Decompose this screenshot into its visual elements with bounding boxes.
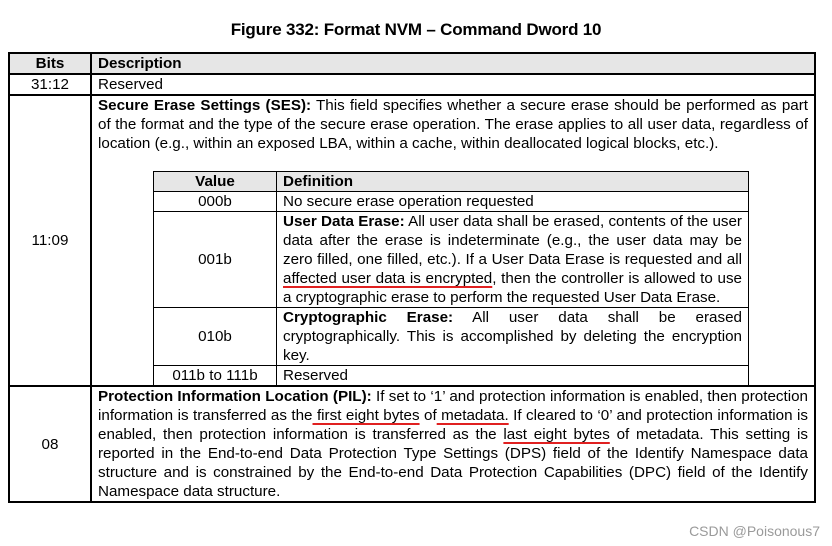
bits-cell: 08 [9,386,91,502]
value-cell: 010b [154,308,277,366]
table-row [9,386,815,502]
red-underline-annotation: first eight bytes [312,407,420,424]
table-header-row [9,53,815,74]
definition-cell [277,212,749,308]
header-description: Description [91,53,815,74]
value-cell: 001b [154,212,277,308]
definition-cell: No secure erase operation requested [277,192,749,212]
subtable-header-row [154,172,749,192]
term: User Data Erase: [283,213,405,230]
bits-cell: 31:12 [9,74,91,95]
red-underline-annotation: last eight bytes [503,426,610,443]
term: Cryptographic Erase: [283,309,454,326]
field-name: Protection Information Location (PIL): [98,388,372,405]
description-cell [91,386,815,502]
header-value: Value [154,172,277,192]
table-row [9,95,815,386]
header-bits: Bits [9,53,91,74]
subtable-row [154,308,749,366]
definition-text: , then the controller is allowed to use a cryptographic erase to perform the requested User Data Erase. [283,270,743,306]
red-underline-annotation: metadata. [436,407,509,424]
field-text: If set to ‘1’ and protection information is enabled, then protection information is transferred as the [98,388,808,424]
definition-cell: Reserved [277,366,749,386]
field-name: Secure Erase Settings (SES): [98,97,312,114]
command-dword-table [8,52,816,503]
definition-text: All user data shall be erased cryptographically. This is accomplished by deleting the encryption key. [283,309,742,364]
subtable-row [154,192,749,212]
value-cell: 011b to 111b [154,366,277,386]
field-text: of [419,407,437,424]
description-cell: Reserved [91,74,815,95]
subtable-row [154,212,749,308]
red-underline-annotation: affected user data is encrypted [283,270,493,287]
field-description: This field specifies whether a secure erase should be performed as part of the format and the type of the secure erase operation. The erase applies to all user data, regardless of location (e.g., within an exposed LBA, within a cache, within deallocated logical blocks, etc.). [98,97,808,152]
watermark: CSDN @Poisonous7 [689,523,820,539]
definition-cell [277,308,749,366]
field-text: If cleared to ‘0’ and protection information is enabled, then protection information is transferred as the [98,407,808,443]
table-row [9,74,815,95]
header-definition: Definition [277,172,749,192]
ses-values-table [153,171,749,385]
description-cell [91,95,815,386]
value-cell: 000b [154,192,277,212]
figure-title: Figure 332: Format NVM – Command Dword 10 [230,20,602,39]
definition-text: All user data shall be erased, contents of the user data after the erase is indeterminate (e.g., the user data may be zero filled, one filled, etc.). If a User Data Erase is requested and all [283,213,742,268]
field-text: of metadata. This setting is reported in the End-to-end Data Protection Type Settings (DPS) field of the Identify Namespace data structure and is constrained by the End-to-end Data Protection Capabilities (DPC) field of the Identify Namespace data structure. [98,426,808,500]
bits-cell: 11:09 [9,95,91,386]
subtable-row [154,366,749,386]
